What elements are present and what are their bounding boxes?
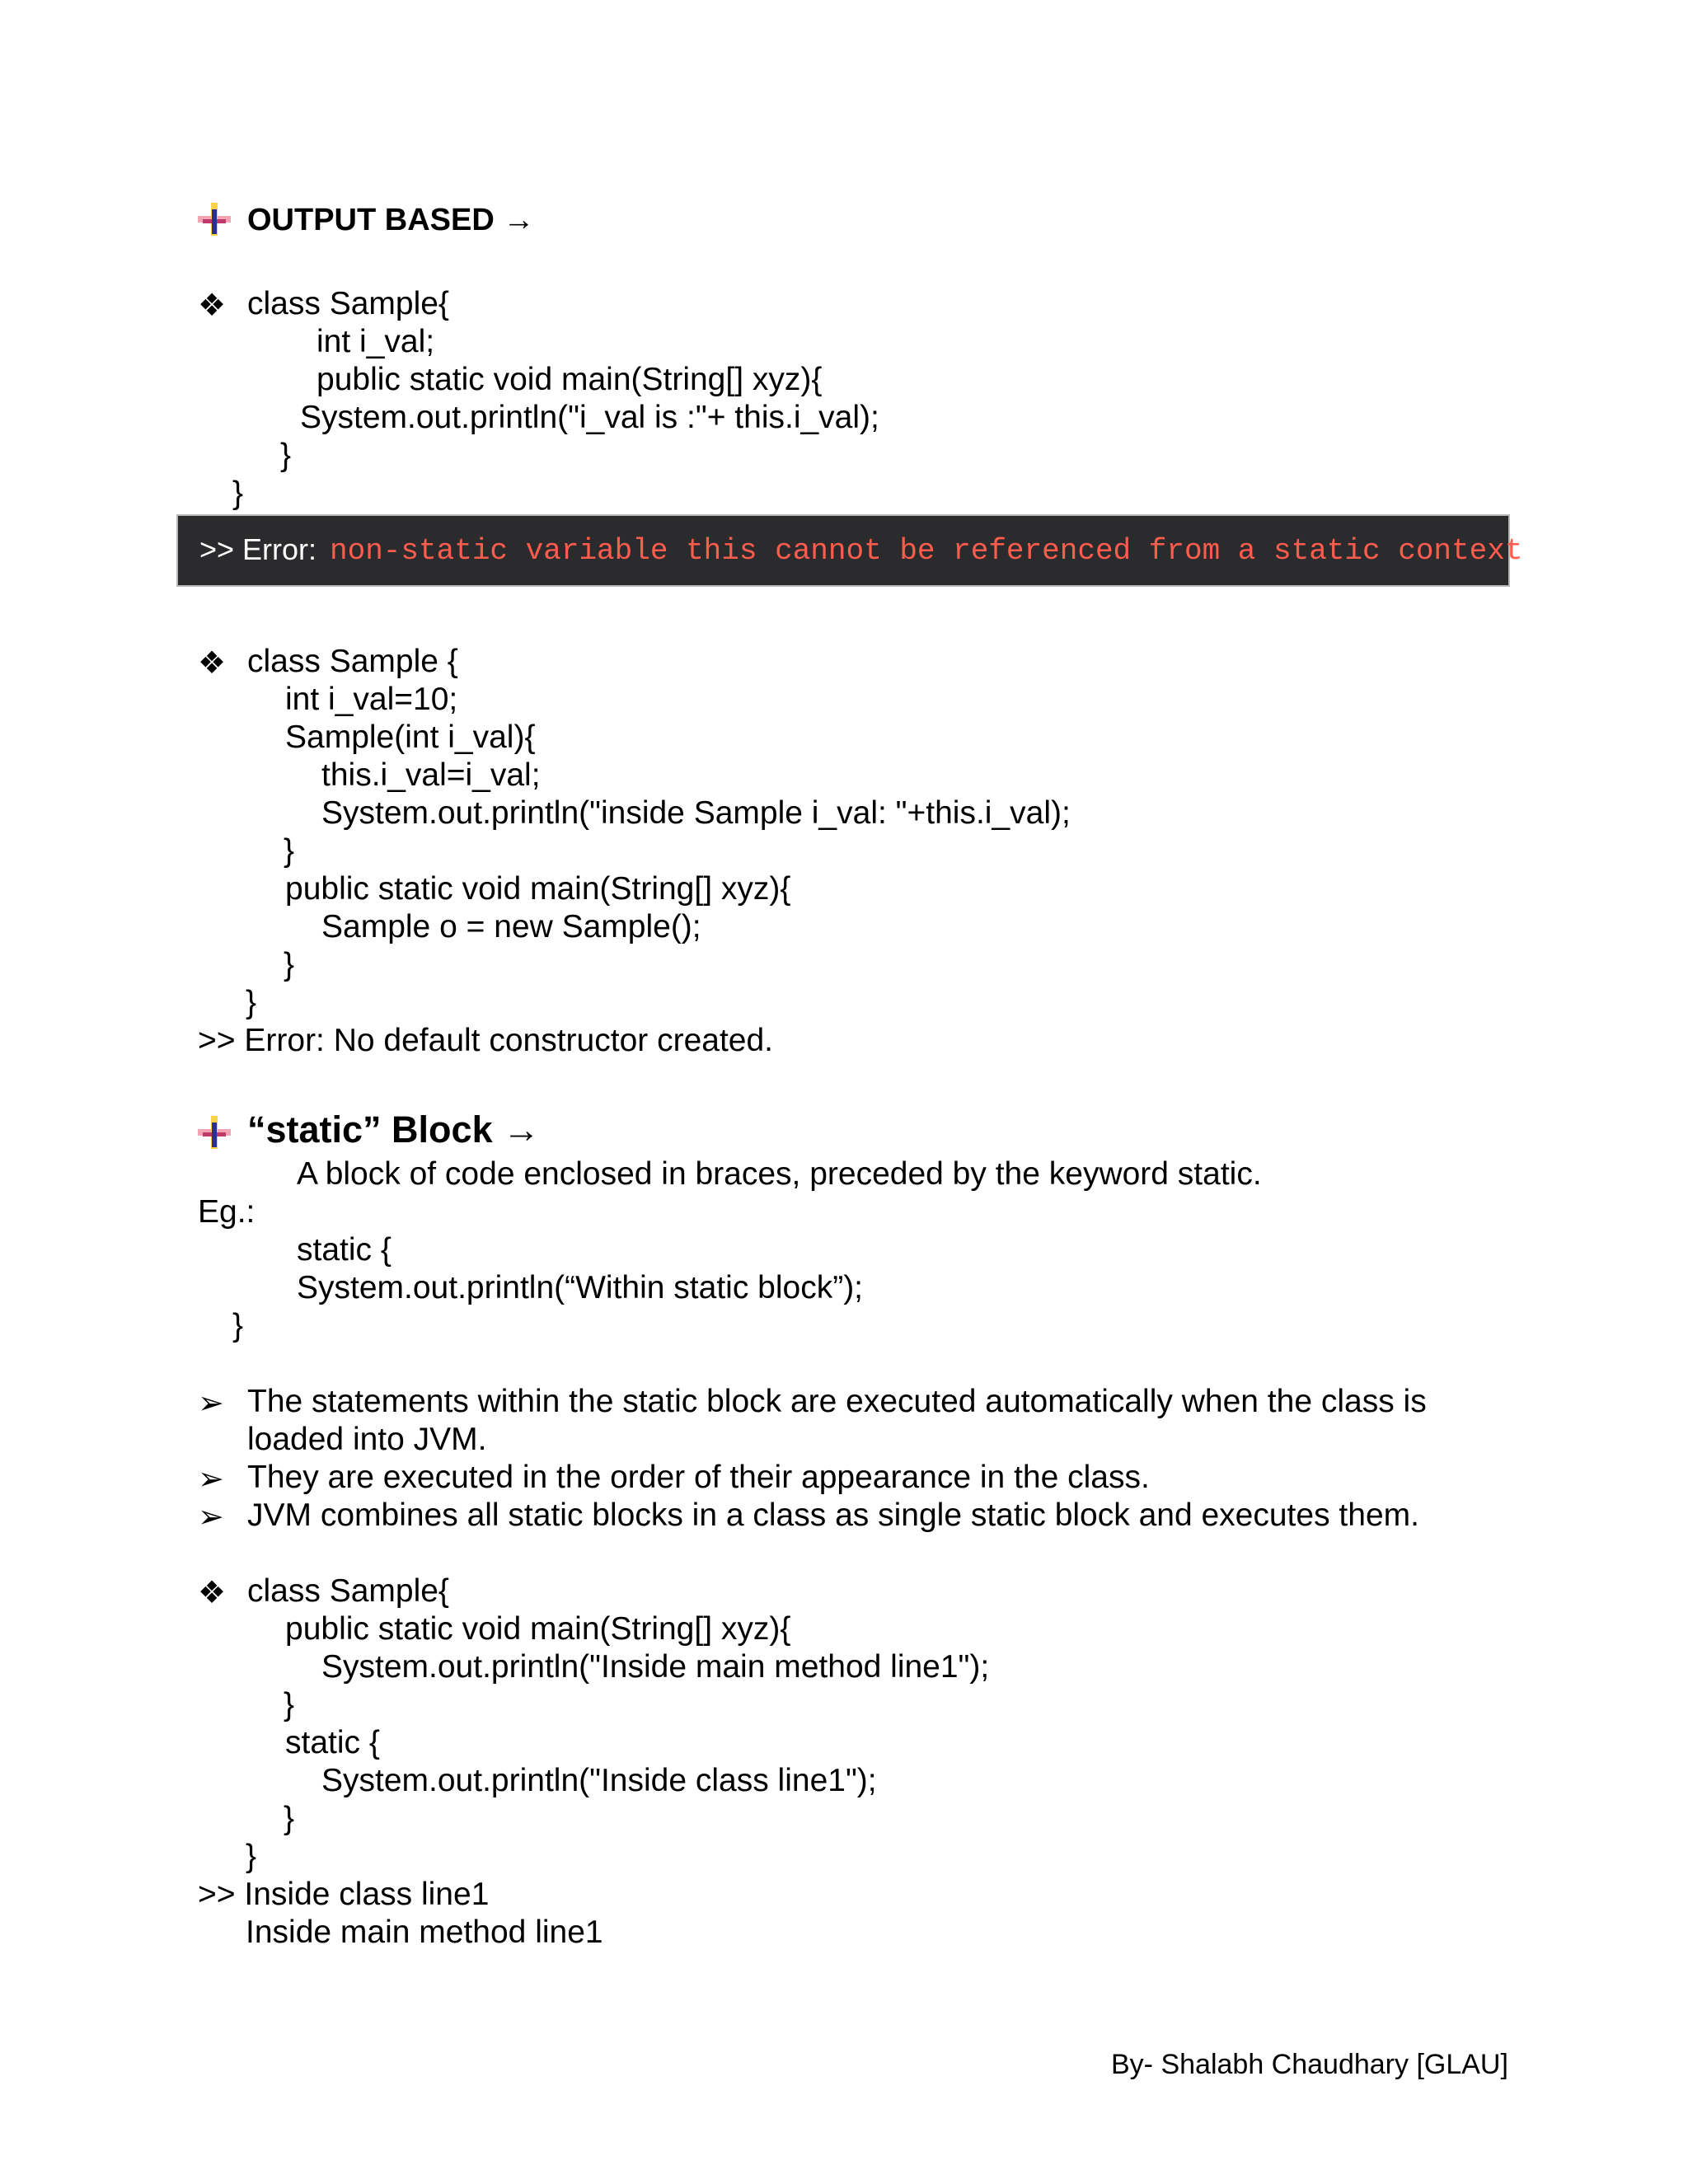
code-line: Sample o = new Sample(); bbox=[321, 909, 701, 944]
diamond-bullet-icon: ❖ bbox=[198, 646, 227, 681]
diamond-bullet-icon: ❖ bbox=[198, 288, 227, 323]
code-line: Sample(int i_val){ bbox=[285, 719, 536, 755]
code-line: } bbox=[232, 476, 244, 511]
code-line: int i_val; bbox=[316, 324, 435, 359]
right-arrow-icon: → bbox=[503, 203, 535, 237]
code-line: static { bbox=[285, 1725, 380, 1760]
error-message: non-static variable this cannot be referenced from a static context bbox=[330, 534, 1523, 568]
code-line: } bbox=[246, 985, 257, 1020]
code-line: class Sample{ bbox=[247, 286, 449, 321]
point-text: JVM combines all static blocks in a class as single static block and executes them. bbox=[247, 1497, 1419, 1533]
code-line: public static void main(String[] xyz){ bbox=[316, 362, 823, 397]
section-heading-static-block bbox=[247, 1108, 540, 1151]
error-output-line: >> Error: No default constructor created. bbox=[198, 1023, 774, 1058]
code-line: class Sample{ bbox=[247, 1573, 449, 1609]
flag-bullet-icon bbox=[198, 203, 231, 236]
code-line: class Sample { bbox=[247, 644, 458, 679]
section-heading-output-based bbox=[247, 203, 534, 238]
point-text: They are executed in the order of their appearance in the class. bbox=[247, 1460, 1150, 1495]
error-output-box bbox=[176, 514, 1523, 587]
code-line: } bbox=[284, 833, 295, 869]
code-line: public static void main(String[] xyz){ bbox=[285, 1611, 791, 1647]
error-label: >> Error: bbox=[199, 532, 326, 566]
code-line: System.out.println("inside Sample i_val: "+this.i_val); bbox=[321, 795, 1071, 831]
heading-text: “static” Block bbox=[247, 1108, 493, 1151]
flag-bullet-icon bbox=[198, 1116, 231, 1149]
code-line: System.out.println("Inside class line1"); bbox=[321, 1763, 877, 1798]
code-line: } bbox=[280, 438, 292, 473]
diamond-bullet-icon: ❖ bbox=[198, 1576, 227, 1610]
code-line: int i_val=10; bbox=[285, 682, 458, 717]
code-line: System.out.println(“Within static block”); bbox=[297, 1270, 864, 1305]
code-line: } bbox=[246, 1839, 257, 1874]
code-line: } bbox=[284, 1687, 295, 1722]
code-line: this.i_val=i_val; bbox=[321, 757, 541, 793]
arrow-bullet-icon: ➢ bbox=[198, 1462, 224, 1497]
code-line: } bbox=[284, 947, 295, 982]
code-line: } bbox=[232, 1308, 244, 1343]
heading-text: OUTPUT BASED bbox=[247, 203, 495, 237]
arrow-bullet-icon: ➢ bbox=[198, 1500, 224, 1535]
code-line: } bbox=[284, 1801, 295, 1836]
code-line: System.out.println("i_val is :"+ this.i_val); bbox=[300, 400, 879, 435]
description-text: A block of code enclosed in braces, preceded by the keyword static. bbox=[297, 1156, 1262, 1192]
code-line: public static void main(String[] xyz){ bbox=[285, 871, 791, 907]
right-arrow-icon: → bbox=[503, 1108, 541, 1151]
point-text: loaded into JVM. bbox=[247, 1422, 487, 1457]
code-line: System.out.println("Inside main method line1"); bbox=[321, 1649, 990, 1685]
author-footer: By- Shalabh Chaudhary [GLAU] bbox=[1111, 2049, 1508, 2080]
arrow-bullet-icon: ➢ bbox=[198, 1386, 224, 1421]
program-output-line: Inside main method line1 bbox=[246, 1915, 603, 1950]
code-line: static { bbox=[297, 1232, 392, 1268]
program-output-line: >> Inside class line1 bbox=[198, 1877, 490, 1912]
point-text: The statements within the static block are executed automatically when the class is bbox=[247, 1384, 1427, 1419]
eg-label: Eg.: bbox=[198, 1194, 256, 1230]
